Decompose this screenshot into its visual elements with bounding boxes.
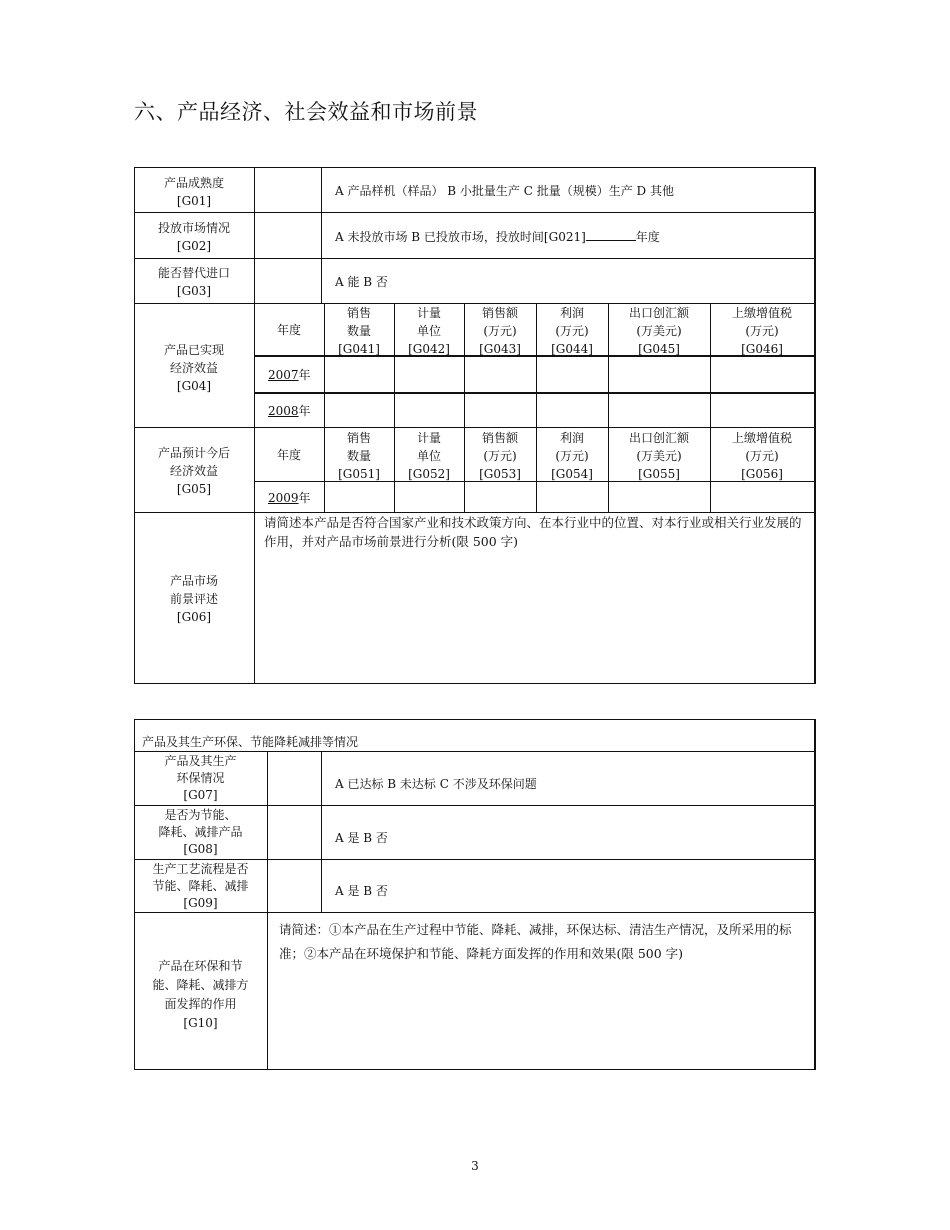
table2-header: 产品及其生产环保、节能降耗减排等情况 bbox=[142, 735, 359, 749]
g04-label: 产品已实现 经济效益 [G04] bbox=[163, 343, 224, 393]
g04-year-header: 年度 bbox=[276, 323, 301, 337]
g042-header: 计量 单位 [G042] bbox=[408, 306, 450, 356]
g05-label: 产品预计今后 经济效益 [G05] bbox=[157, 446, 230, 496]
g02-label: 投放市场情况 [G02] bbox=[157, 221, 230, 253]
g08-label: 是否为节能、 降耗、减排产品 [G08] bbox=[158, 808, 243, 856]
g021-year-blank[interactable] bbox=[586, 228, 636, 241]
g044-header: 利润 (万元) [G044] bbox=[551, 306, 593, 356]
g05-year-header: 年度 bbox=[276, 448, 301, 462]
page-number: 3 bbox=[471, 1159, 479, 1173]
g054-header: 利润 (万元) [G054] bbox=[551, 431, 593, 481]
g07-options[interactable]: A 已达标 B 未达标 C 不涉及环保问题 bbox=[335, 777, 537, 791]
g053-header: 销售额 (万元) [G053] bbox=[479, 431, 521, 481]
g055-header: 出口创汇额 (万美元) [G055] bbox=[628, 431, 689, 481]
g09-options[interactable]: A 是 B 否 bbox=[335, 884, 388, 898]
g03-options[interactable]: A 能 B 否 bbox=[335, 275, 388, 289]
g043-header: 销售额 (万元) [G043] bbox=[479, 306, 521, 356]
g03-label: 能否替代进口 [G03] bbox=[157, 266, 230, 298]
g056-header: 上缴增值税 (万元) [G056] bbox=[731, 431, 792, 481]
g10-prompt[interactable]: 请简述：①本产品在生产过程中节能、降耗、减排，环保达标、清洁生产情况，及所采用的标准；②本产品在环境保护和节能、降耗方面发挥的作用和效果(限 500 字) bbox=[279, 922, 792, 961]
g04-year-2008[interactable]: 2008年 bbox=[268, 404, 311, 418]
g046-header: 上缴增值税 (万元) [G046] bbox=[731, 306, 792, 356]
g041-header: 销售 数量 [G041] bbox=[338, 306, 380, 356]
g06-label: 产品市场 前景评述 [G06] bbox=[169, 574, 218, 624]
g052-header: 计量 单位 [G052] bbox=[408, 431, 450, 481]
g02-options[interactable]: A 未投放市场 B 已投放市场，投放时间[G021] 年度 bbox=[335, 230, 660, 244]
g09-label: 生产工艺流程是否 节能、降耗、减排 [G09] bbox=[152, 862, 249, 910]
g05-year-2009[interactable]: 2009年 bbox=[268, 491, 311, 505]
g045-header: 出口创汇额 (万美元) [G045] bbox=[628, 306, 689, 356]
g051-header: 销售 数量 [G051] bbox=[338, 431, 380, 481]
g07-label: 产品及其生产 环保情况 [G07] bbox=[164, 754, 237, 802]
g06-prompt[interactable]: 请简述本产品是否符合国家产业和技术政策方向、在本行业中的位置、对本行业或相关行业发展的作用，并对产品市场前景进行分析(限 500 字) bbox=[264, 515, 802, 549]
g08-options[interactable]: A 是 B 否 bbox=[335, 831, 388, 845]
g01-options[interactable]: A 产品样机（样品） B 小批量生产 C 批量（规模）生产 D 其他 bbox=[335, 184, 674, 198]
section-title: 六、产品经济、社会效益和市场前景 bbox=[134, 100, 478, 124]
g01-label: 产品成熟度 [G01] bbox=[163, 176, 224, 208]
g10-label: 产品在环保和节 能、降耗、减排方 面发挥的作用 [G10] bbox=[152, 959, 249, 1030]
g04-year-2007[interactable]: 2007年 bbox=[268, 368, 311, 382]
